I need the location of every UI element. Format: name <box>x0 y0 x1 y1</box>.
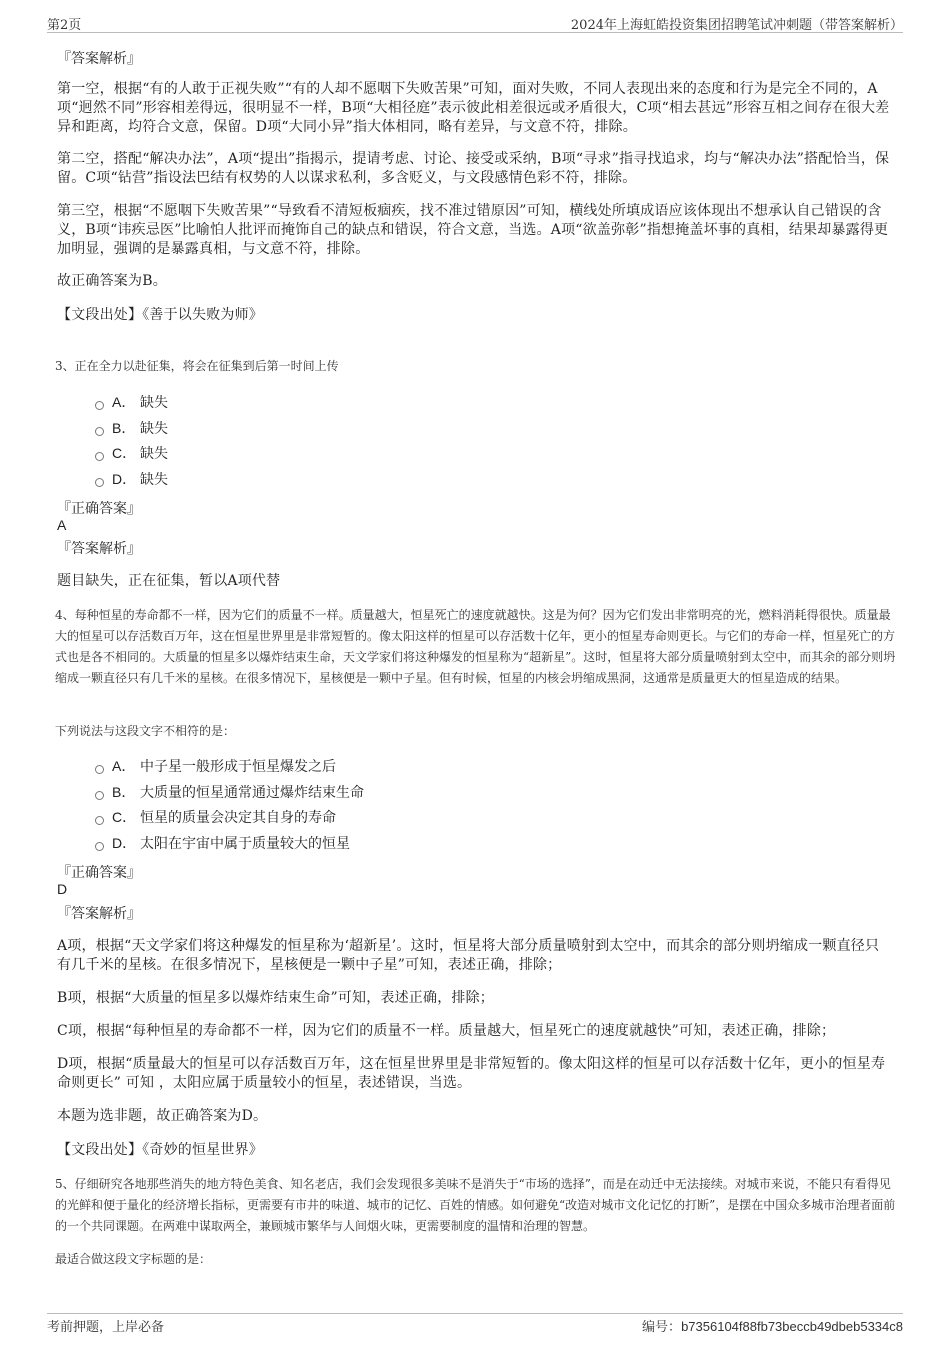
analysis-text: 题目缺失，正在征集，暂以A项代替 <box>57 573 281 589</box>
radio-icon[interactable] <box>95 478 104 487</box>
q3-option-d[interactable] <box>95 469 168 489</box>
option-key: B． <box>112 420 136 436</box>
option-text: 恒星的质量会决定其自身的寿命 <box>140 810 336 826</box>
page-number: 第2页 <box>47 18 82 33</box>
correct-answer-label: 『正确答案』 <box>57 865 141 881</box>
page-header <box>47 14 903 33</box>
analysis-label: 『答案解析』 <box>57 51 141 67</box>
radio-icon[interactable] <box>95 791 104 800</box>
option-key: B． <box>112 784 136 800</box>
analysis-item-a: A项，根据“天文学家们将这种爆发的恒星称为‘超新星’。这时，恒星将大部分质量喷射到太空中，而其余的部分则坍缩成一颗直径只有几千米的星核。在很多情况下，星核便是一颗中子星”可知，表述正确，排除； <box>57 938 880 973</box>
q4-option-d[interactable] <box>95 833 350 853</box>
option-text: 缺失 <box>140 421 168 437</box>
q3-option-a[interactable] <box>95 392 168 412</box>
radio-icon[interactable] <box>95 765 104 774</box>
q3-option-b[interactable] <box>95 418 168 438</box>
q4-option-b[interactable] <box>95 782 364 802</box>
option-text: 太阳在宇宙中属于质量较大的恒星 <box>140 836 350 852</box>
q4-option-a[interactable] <box>95 756 336 776</box>
q3-option-c[interactable] <box>95 443 168 463</box>
question-5-passage: 5、仔细研究各地那些消失的地方特色美食、知名老店，我们会发现很多美味不是消失于“市场的选择”，而是在动迁中无法接续。对城市来说，不能只有看得见的光鲜和便于量化的经济增长指标，更需要有市井的味道、城市的记忆、百姓的情感。如何避免“改造对城市文化记忆的打断”，是摆在中国众多城市治理者面前的一个共同课题。在两难中谋取两全，兼顾城市繁华与人间烟火味，更需要制度的温情和治理的智慧。 <box>55 1177 896 1233</box>
document-title: 2024年上海虹皓投资集团招聘笔试冲刺题（带答案解析） <box>570 18 903 33</box>
analysis-item-d: D项，根据“质量最大的恒星可以存活数百万年，这在恒星世界里是非常短暂的。像太阳这样的恒星可以存活数十亿年，更小的恒星寿命则更长” 可知 ，太阳应属于质量较小的恒星，表述错误，当选。 <box>57 1056 886 1091</box>
option-text: 中子星一般形成于恒星爆发之后 <box>140 759 336 775</box>
option-text: 缺失 <box>140 395 168 411</box>
page-footer <box>47 1313 903 1333</box>
option-key: C． <box>112 445 137 461</box>
option-text: 大质量的恒星通常通过爆炸结束生命 <box>140 785 364 801</box>
analysis-paragraph-3: 第三空，根据“不愿咽下失败苦果”“导致看不清短板痼疾，找不准过错原因”可知，横线处所填成语应该体现出不想承认自己错误的含义，B项“讳疾忌医”比喻怕人批评而掩饰自己的缺点和错误，符合文意，当选。A项“欲盖弥彰”指想掩盖坏事的真相，结果却暴露得更加明显，强调的是暴露真相，与文意不符，排除。 <box>57 203 889 257</box>
analysis-item-b: B项，根据“大质量的恒星多以爆炸结束生命”可知，表述正确，排除； <box>57 990 495 1006</box>
radio-icon[interactable] <box>95 842 104 851</box>
code-label: 编号： <box>642 1320 682 1335</box>
option-key: D． <box>112 471 137 487</box>
radio-icon[interactable] <box>95 401 104 410</box>
analysis-label: 『答案解析』 <box>57 541 141 557</box>
analysis-paragraph-1: 第一空，根据“有的人敢于正视失败”“有的人却不愿咽下失败苦果”可知，面对失败，不同人表现出来的态度和行为是完全不同的，A项“迥然不同”形容相差得远，很明显不一样，B项“大相径庭”表示彼此相差很远或矛盾很大，C项“相去甚远”形容互相之间存在很大差异和距离，均符合文意，保留。D项“大同小异”指大体相同，略有差异，与文意不符，排除。 <box>57 81 890 135</box>
radio-icon[interactable] <box>95 427 104 436</box>
source-citation: 【文段出处】《奇妙的恒星世界》 <box>57 1142 263 1158</box>
correct-answer: D <box>57 881 68 897</box>
analysis-paragraph-2: 第二空，搭配“解决办法”，A项“提出”指揭示，提请考虑、讨论、接受或采纳，B项“寻求”指寻找追求，均与“解决办法”搭配恰当，保留。C项“钻营”指设法巴结有权势的人以谋求私利，多含贬义，与文段感情色彩不符，排除。 <box>57 151 890 186</box>
correct-answer: A <box>57 517 67 533</box>
source-citation: 【文段出处】《善于以失败为师》 <box>57 307 263 323</box>
q4-option-c[interactable] <box>95 807 336 827</box>
analysis-label: 『答案解析』 <box>57 906 141 922</box>
option-key: C． <box>112 809 137 825</box>
option-key: A． <box>112 394 136 410</box>
analysis-conclusion: 故正确答案为B。 <box>57 273 167 289</box>
question-4-prompt: 下列说法与这段文字不相符的是： <box>55 724 236 738</box>
question-3-stem: 3、正在全力以赴征集，将会在征集到后第一时间上传 <box>55 359 339 373</box>
question-5-prompt: 最适合做这段文字标题的是： <box>55 1252 212 1266</box>
footer-slogan: 考前押题，上岸必备 <box>47 1320 165 1335</box>
option-key: D． <box>112 835 137 851</box>
option-key: A． <box>112 758 136 774</box>
radio-icon[interactable] <box>95 452 104 461</box>
analysis-conclusion: 本题为选非题，故正确答案为D。 <box>57 1108 268 1124</box>
analysis-item-c: C项，根据“每种恒星的寿命都不一样，因为它们的质量不一样。质量越大，恒星死亡的速度就越快”可知，表述正确，排除； <box>57 1023 836 1039</box>
option-text: 缺失 <box>140 472 168 488</box>
document-code <box>642 1316 903 1335</box>
radio-icon[interactable] <box>95 816 104 825</box>
correct-answer-label: 『正确答案』 <box>57 501 141 517</box>
question-4-passage: 4、每种恒星的寿命都不一样，因为它们的质量不一样。质量越大，恒星死亡的速度就越快。这是为何？因为它们发出非常明亮的光，燃料消耗得很快。质量最大的恒星可以存活数百万年，这在恒星世界里是非常短暂的。像太阳这样的恒星可以存活数十亿年，更小的恒星寿命则更长。与它们的寿命一样，恒星死亡的方式也是各不相同的。大质量的恒星多以爆炸结束生命，天文学家们将这种爆发的恒星称为“超新星”。这时，恒星将大部分质量喷射到太空中，而其余的部分则坍缩成一颗直径只有几千米的星核。在很多情况下，星核便是一颗中子星。但有时候，恒星的内核会坍缩成黑洞，这通常是质量更大的恒星造成的结果。 <box>55 608 896 685</box>
option-text: 缺失 <box>140 446 168 462</box>
code-value: b7356104f88fb73beccb49dbeb5334c8 <box>681 1319 903 1334</box>
